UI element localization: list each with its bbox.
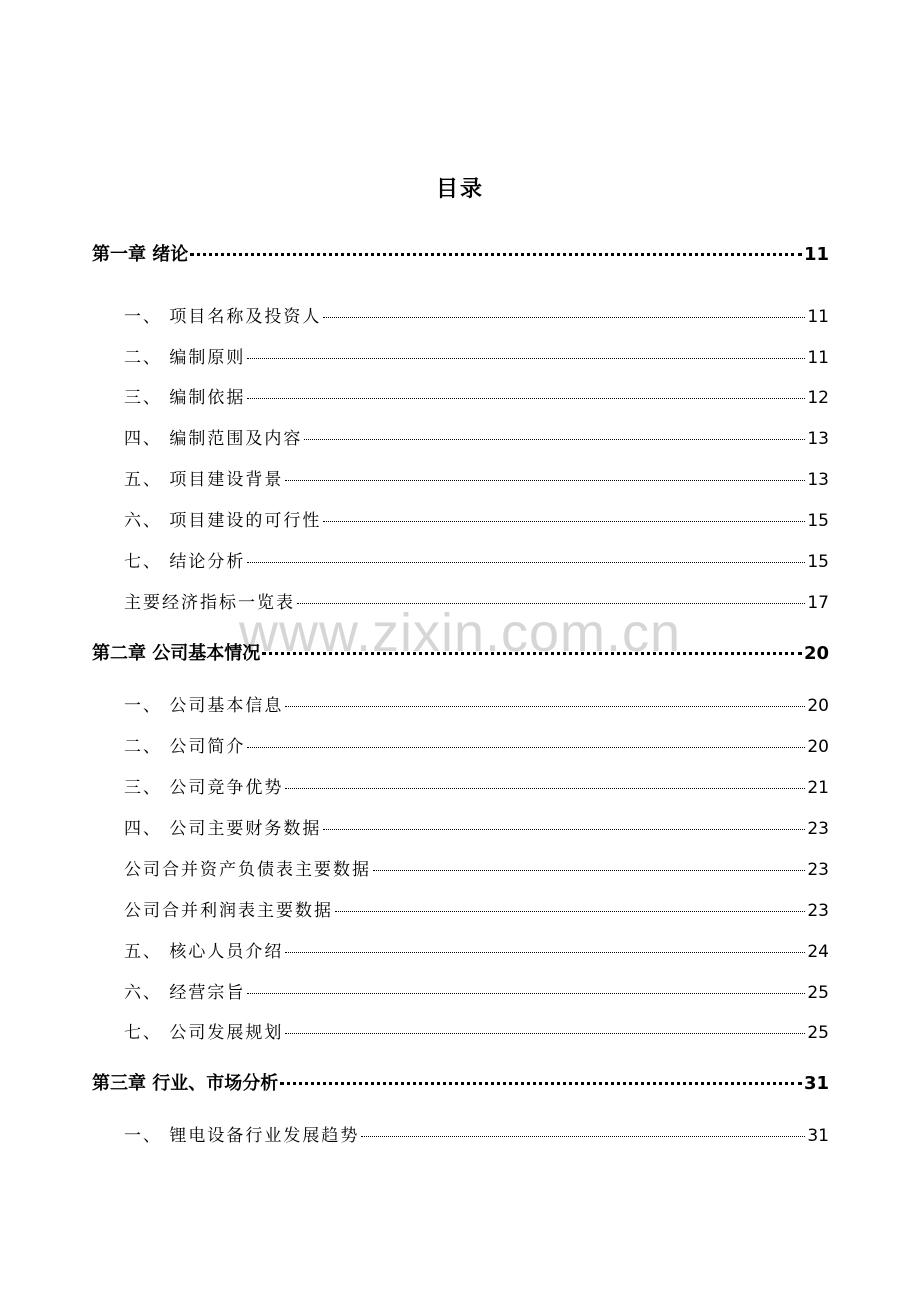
toc-entry-label: 二、 编制原则 (124, 348, 246, 368)
toc-section-entry[interactable] (124, 937, 829, 962)
toc-page-number: 23 (807, 860, 829, 880)
toc-entry-label: 公司合并利润表主要数据 (124, 901, 333, 921)
toc-dot-leader (247, 398, 805, 399)
toc-section-entry[interactable] (124, 302, 829, 327)
toc-chapter-entry[interactable] (92, 1069, 829, 1095)
toc-entry-label: 一、 公司基本信息 (124, 696, 284, 716)
toc-dot-leader (335, 911, 805, 912)
toc-section-entry[interactable] (124, 855, 829, 880)
toc-page-number: 20 (807, 696, 829, 716)
toc-entry-label: 七、 公司发展规划 (124, 1023, 284, 1043)
toc-entry-label: 三、 编制依据 (124, 388, 246, 408)
toc-section-entry[interactable] (124, 343, 829, 368)
toc-entry-label: 第三章 行业、市场分析 (92, 1073, 279, 1094)
toc-entry-label: 公司合并资产负债表主要数据 (124, 860, 371, 880)
toc-section-entry[interactable] (124, 547, 829, 572)
toc-chapter-entry[interactable] (92, 240, 829, 266)
toc-section-entry[interactable] (124, 814, 829, 839)
toc-entry-label: 六、 项目建设的可行性 (124, 511, 322, 531)
toc-entry-label: 五、 核心人员介绍 (124, 942, 284, 962)
toc-section-entry[interactable] (124, 383, 829, 408)
toc-page-number: 20 (807, 737, 829, 757)
toc-page-number: 31 (803, 1073, 829, 1094)
toc-dot-leader (190, 253, 802, 256)
toc-dot-leader (304, 439, 805, 440)
toc-page-number: 25 (807, 1023, 829, 1043)
toc-section-entry[interactable] (124, 1018, 829, 1043)
toc-dot-leader (285, 706, 805, 707)
toc-page-number: 15 (807, 552, 829, 572)
toc-section-entry[interactable] (124, 732, 829, 757)
toc-page-number: 17 (807, 593, 829, 613)
toc-section-entry[interactable] (124, 588, 829, 613)
toc-page-number: 25 (807, 983, 829, 1003)
toc-page-number: 11 (807, 348, 829, 368)
toc-page-number: 21 (807, 778, 829, 798)
toc-dot-leader (373, 870, 805, 871)
toc-dot-leader (361, 1136, 805, 1137)
toc-entry-label: 五、 项目建设背景 (124, 470, 284, 490)
toc-entry-label: 一、 项目名称及投资人 (124, 307, 322, 327)
toc-dot-leader (285, 952, 805, 953)
toc-page-number: 23 (807, 901, 829, 921)
toc-page-number: 23 (807, 819, 829, 839)
toc-page-number: 31 (807, 1126, 829, 1146)
toc-entry-label: 第一章 绪论 (92, 244, 189, 265)
toc-section-entry[interactable] (124, 896, 829, 921)
toc-dot-leader (285, 788, 805, 789)
toc-page-number: 11 (803, 244, 829, 265)
toc-entry-label: 七、 结论分析 (124, 552, 246, 572)
toc-page-number: 20 (803, 643, 829, 664)
toc-section-entry[interactable] (124, 1121, 829, 1146)
toc-page-number: 24 (807, 942, 829, 962)
toc-dot-leader (285, 480, 805, 481)
toc-entry-label: 主要经济指标一览表 (124, 593, 295, 613)
toc-dot-leader (247, 747, 805, 748)
toc-entry-label: 第二章 公司基本情况 (92, 643, 261, 664)
toc-entry-label: 六、 经营宗旨 (124, 983, 246, 1003)
toc-page-number: 15 (807, 511, 829, 531)
toc-page-number: 11 (807, 307, 829, 327)
toc-dot-leader (247, 993, 805, 994)
toc-dot-leader (247, 562, 805, 563)
toc-section-entry[interactable] (124, 978, 829, 1003)
toc-dot-leader (247, 358, 805, 359)
toc-page-number: 13 (807, 429, 829, 449)
toc-title: 目录 (435, 177, 484, 202)
toc-section-entry[interactable] (124, 465, 829, 490)
toc-chapter-entry[interactable] (92, 639, 829, 665)
toc-page-number: 12 (807, 388, 829, 408)
toc-entry-label: 二、 公司简介 (124, 737, 246, 757)
toc-dot-leader (323, 829, 805, 830)
toc-entry-label: 三、 公司竞争优势 (124, 778, 284, 798)
toc-entry-label: 一、 锂电设备行业发展趋势 (124, 1126, 360, 1146)
toc-dot-leader (323, 521, 805, 522)
toc-dot-leader (262, 652, 802, 655)
toc-section-entry[interactable] (124, 424, 829, 449)
toc-page-number: 13 (807, 470, 829, 490)
toc-dot-leader (285, 1033, 805, 1034)
watermark: www.zixin.com.cn (238, 603, 682, 663)
toc-dot-leader (323, 317, 805, 318)
toc-entry-label: 四、 公司主要财务数据 (124, 819, 322, 839)
toc-dot-leader (280, 1082, 802, 1085)
toc-section-entry[interactable] (124, 691, 829, 716)
toc-dot-leader (297, 603, 805, 604)
toc-section-entry[interactable] (124, 506, 829, 531)
toc-section-entry[interactable] (124, 773, 829, 798)
toc-entry-label: 四、 编制范围及内容 (124, 429, 303, 449)
